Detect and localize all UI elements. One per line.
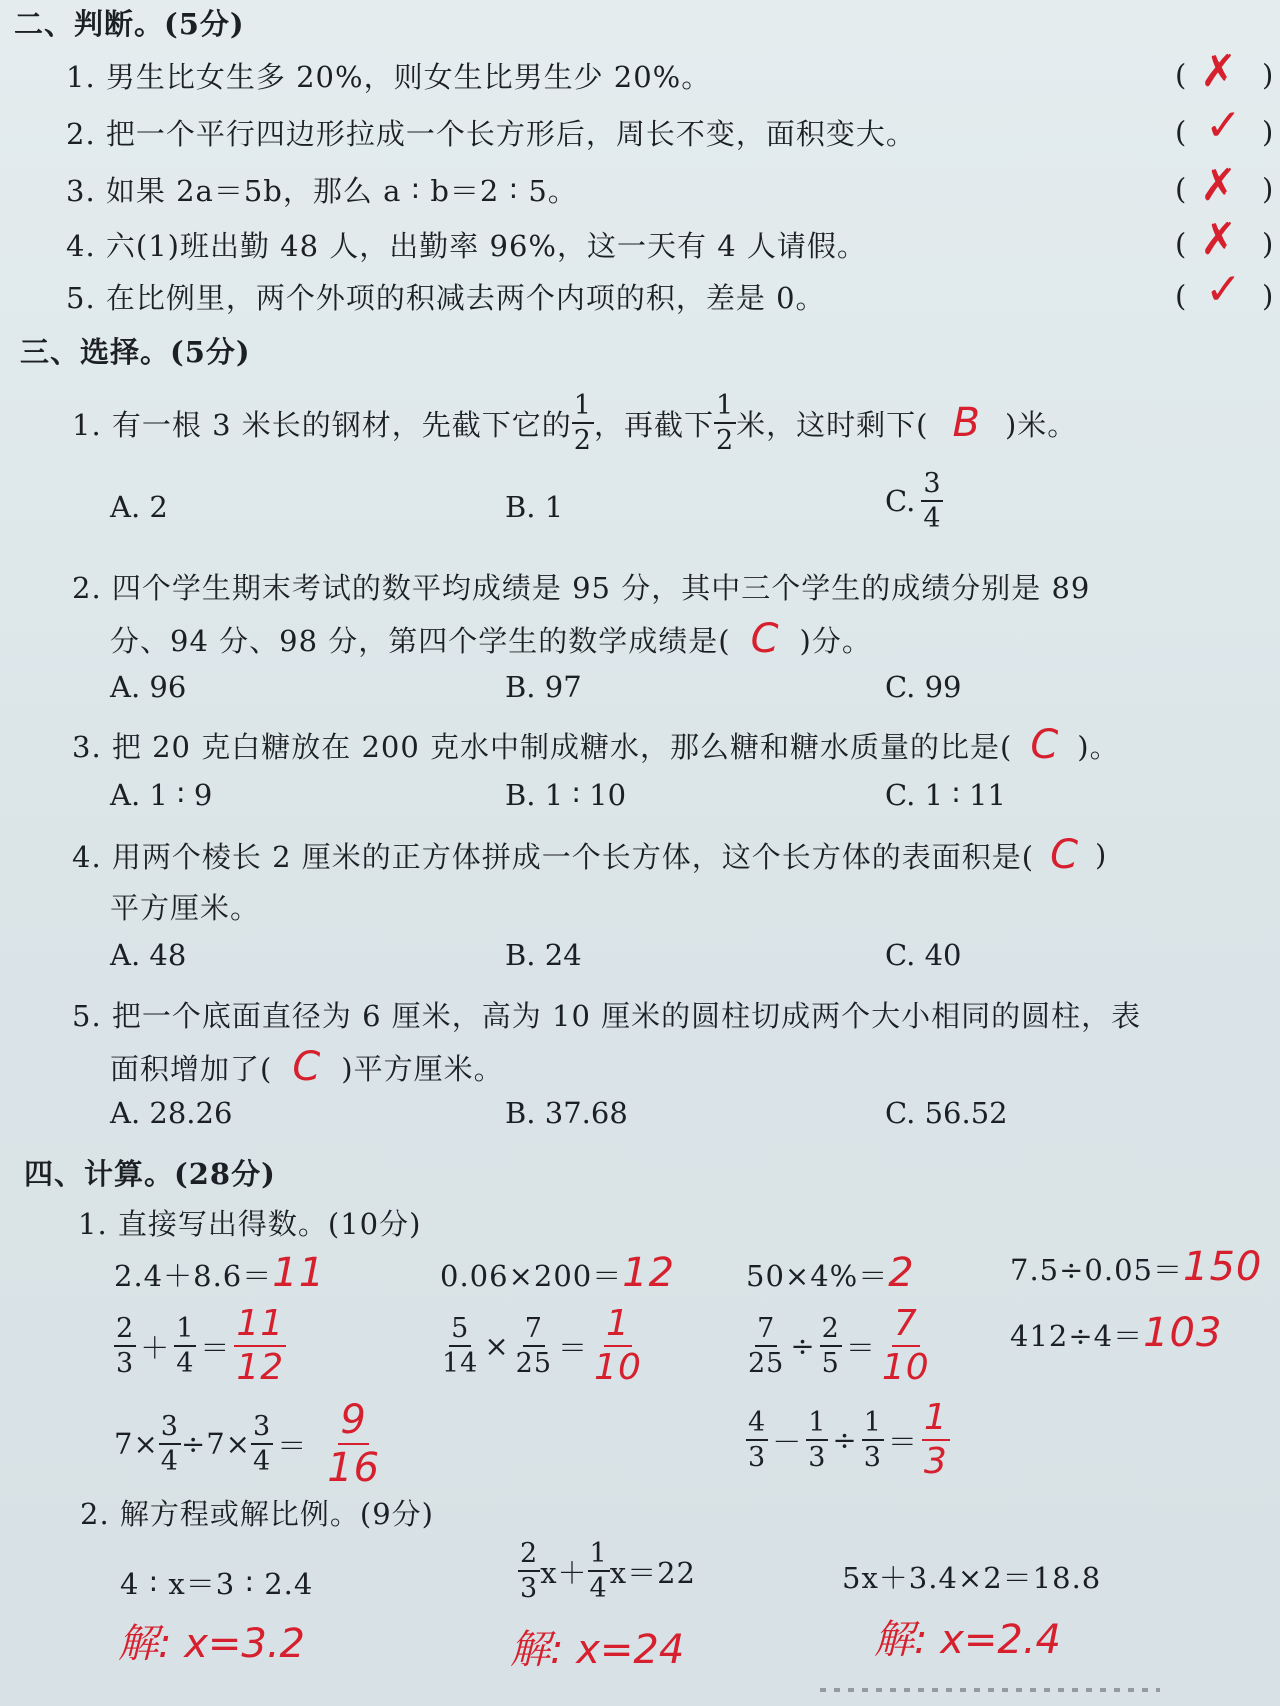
frac-den: 3 <box>116 1348 135 1379</box>
fraction <box>440 1315 480 1377</box>
paren-close: ) <box>1262 58 1274 92</box>
choice-q5-line1: 5. 把一个底面直径为 6 厘米，高为 10 厘米的圆柱切成两个大小相同的圆柱，表 <box>72 999 1142 1033</box>
fraction <box>588 1540 610 1602</box>
q4-option-a: A. 48 <box>110 938 187 972</box>
q4-answer: C <box>1050 832 1080 878</box>
q1-option-c <box>885 470 943 532</box>
judge-item-1: 1. 男生比女生多 20%，则女生比男生少 20%。 <box>66 60 712 94</box>
q1-option-c-fraction <box>921 470 942 532</box>
choice-q3 <box>72 722 1120 768</box>
calc-sub2-title: 2. 解方程或解比例。(9分) <box>80 1497 434 1531</box>
equation-3: 5x＋3.4×2＝18.8 <box>842 1561 1102 1595</box>
judge-mark-4: ✗ <box>1200 214 1237 265</box>
frac-num: 2 <box>820 1315 842 1347</box>
q5-option-b: B. 37.68 <box>505 1096 628 1130</box>
frac-num: 1 <box>588 1540 610 1572</box>
q1-option-c-label: C. <box>885 484 916 518</box>
equals: ＝ <box>558 1330 589 1365</box>
calc-r2-e3 <box>746 1303 932 1388</box>
frac-den: 2 <box>573 425 592 456</box>
fraction <box>806 1409 828 1471</box>
frac-num: 1 <box>572 392 594 424</box>
fraction <box>159 1413 181 1475</box>
q1-fraction-2 <box>714 392 736 454</box>
expr-part: ÷7× <box>180 1427 251 1461</box>
frac-num: 7 <box>892 1306 920 1347</box>
answer: 103 <box>1143 1310 1223 1356</box>
frac-num: 1 <box>806 1409 828 1441</box>
calc-sub1-title: 1. 直接写出得数。(10分) <box>78 1207 422 1241</box>
fraction <box>514 1315 554 1377</box>
fraction <box>174 1315 196 1377</box>
frac-den: 25 <box>748 1348 785 1379</box>
fraction <box>862 1409 884 1471</box>
solution-3: 解: x=2.4 <box>874 1617 1061 1663</box>
fraction <box>820 1315 842 1377</box>
expr: 2.4＋8.6＝ <box>114 1259 273 1293</box>
frac-num: 2 <box>114 1315 136 1347</box>
equals: ＝ <box>200 1330 231 1365</box>
frac-num: 5 <box>449 1315 471 1347</box>
paren-open: ( <box>1175 172 1187 206</box>
frac-den: 2 <box>715 425 735 456</box>
q5-post: )平方厘米。 <box>341 1051 504 1086</box>
solution-2: 解: x=24 <box>510 1627 685 1673</box>
judge-item-4: 4. 六(1)班出勤 48 人，出勤率 96%，这一天有 4 人请假。 <box>66 229 867 263</box>
answer-fraction <box>234 1303 286 1388</box>
fraction <box>518 1540 540 1602</box>
frac-num: 1 <box>174 1315 196 1347</box>
q5-option-c: C. 56.52 <box>885 1096 1008 1130</box>
answer-fraction <box>325 1397 382 1491</box>
answer: 11 <box>272 1250 326 1296</box>
frac-num: 2 <box>518 1540 540 1572</box>
frac-den: 12 <box>236 1347 285 1388</box>
judge-mark-1: ✗ <box>1200 46 1237 97</box>
frac-den: 4 <box>160 1446 179 1477</box>
paren-open: ( <box>1175 227 1187 261</box>
section-judge-title: 二、判断。(5分) <box>14 7 245 41</box>
calc-r1-e2 <box>440 1250 675 1296</box>
q1-option-b: B. 1 <box>505 490 564 524</box>
q2-pre: 分、94 分、98 分，第四个学生的数学成绩是( <box>110 623 731 658</box>
frac-den: 3 <box>808 1442 827 1473</box>
judge-mark-5: ✓ <box>1205 264 1242 315</box>
judge-item-5: 5. 在比例里，两个外项的积减去两个内项的积，差是 0。 <box>66 281 826 315</box>
operator: － <box>772 1424 803 1459</box>
q1-pre: 1. 有一根 3 米长的钢材，先截下它的 <box>72 407 572 442</box>
q1-fraction-1 <box>572 392 594 454</box>
paren-close: ) <box>1262 279 1274 313</box>
q3-option-b: B. 1 ∶ 10 <box>505 778 627 812</box>
choice-q4-line2: 平方厘米。 <box>110 891 261 925</box>
answer: 2 <box>888 1250 915 1296</box>
fraction <box>746 1315 786 1377</box>
frac-den: 25 <box>515 1348 553 1379</box>
calc-r2-e2 <box>440 1303 644 1388</box>
paren-close: ) <box>1262 172 1274 206</box>
calc-r1-e4 <box>1010 1244 1262 1290</box>
choice-q1 <box>72 392 1077 454</box>
expr: 0.06×200＝ <box>440 1259 623 1293</box>
judge-item-3: 3. 如果 2a＝5b，那么 a ∶ b＝2 ∶ 5。 <box>66 174 578 208</box>
frac-den: 10 <box>594 1347 642 1388</box>
operator: ÷ <box>790 1329 816 1363</box>
fraction <box>251 1413 273 1475</box>
frac-den: 4 <box>923 503 941 534</box>
frac-num: 1 <box>862 1409 884 1441</box>
paren-close: ) <box>1262 227 1274 261</box>
fraction <box>114 1315 136 1377</box>
choice-q2-line2 <box>110 616 872 662</box>
expr-part: x＋ <box>540 1555 588 1590</box>
frac-den: 10 <box>881 1347 930 1388</box>
paren-open: ( <box>1175 115 1187 149</box>
q3-answer: C <box>1030 722 1060 768</box>
choice-q2-line1: 2. 四个学生期末考试的数平均成绩是 95 分，其中三个学生的成绩分别是 89 <box>72 571 1091 605</box>
frac-den: 4 <box>253 1446 272 1477</box>
q4-post: ) <box>1095 838 1108 872</box>
frac-num: 1 <box>714 392 736 424</box>
frac-num: 3 <box>159 1413 181 1445</box>
q1-option-a: A. 2 <box>110 490 168 524</box>
frac-den: 3 <box>520 1573 539 1604</box>
q1-mid: ，再截下 <box>593 407 714 442</box>
operator: ＋ <box>140 1330 171 1365</box>
judge-mark-2: ✓ <box>1205 100 1242 151</box>
equals: ＝ <box>845 1330 876 1365</box>
q3-pre: 3. 把 20 克白糖放在 200 克水中制成糖水，那么糖和糖水质量的比是( <box>72 729 1013 764</box>
answer-fraction <box>922 1397 950 1482</box>
equals: ＝ <box>887 1424 918 1459</box>
q1-answer: B <box>952 400 981 446</box>
paren-open: ( <box>1175 58 1187 92</box>
scan-artifact <box>820 1688 1160 1692</box>
section-calc-title: 四、计算。(28分) <box>24 1157 276 1191</box>
calc-r3-e1 <box>114 1397 382 1491</box>
operator: ÷ <box>832 1423 858 1457</box>
frac-num: 3 <box>921 470 942 502</box>
q1-post: 米，这时剩下( <box>736 407 929 442</box>
frac-den: 3 <box>748 1442 767 1473</box>
expr-part: x＝22 <box>609 1555 696 1590</box>
q2-option-a: A. 96 <box>110 670 187 704</box>
answer: 12 <box>622 1250 676 1296</box>
section-choice-title: 三、选择。(5分) <box>20 335 251 369</box>
calc-r1-e1 <box>114 1250 325 1296</box>
solution-1: 解: x=3.2 <box>118 1621 305 1667</box>
choice-q5-line2 <box>110 1044 504 1090</box>
q4-pre: 4. 用两个棱长 2 厘米的正方体拼成一个长方体，这个长方体的表面积是( <box>72 839 1035 874</box>
q2-option-b: B. 97 <box>505 670 582 704</box>
fraction <box>746 1409 768 1471</box>
q1-end: )米。 <box>1004 407 1078 442</box>
equation-1: 4 ∶ x＝3 ∶ 2.4 <box>120 1567 314 1601</box>
choice-q4 <box>72 832 1107 878</box>
calc-r1-e3 <box>746 1250 915 1296</box>
expr: 7.5÷0.05＝ <box>1010 1253 1183 1287</box>
expr: 412÷4＝ <box>1010 1319 1144 1353</box>
equals: ＝ <box>277 1428 308 1463</box>
q3-option-a: A. 1 ∶ 9 <box>110 778 213 812</box>
paren-open: ( <box>1175 279 1187 313</box>
expr: 50×4%＝ <box>746 1259 889 1293</box>
frac-den: 3 <box>923 1441 948 1482</box>
frac-den: 3 <box>863 1442 882 1473</box>
frac-num: 7 <box>755 1315 777 1347</box>
q2-post: )分。 <box>799 623 872 658</box>
expr-part: 7× <box>114 1427 159 1461</box>
frac-den: 4 <box>176 1348 195 1379</box>
q4-option-c: C. 40 <box>885 938 962 972</box>
calc-r2-e1 <box>114 1303 286 1388</box>
frac-num: 1 <box>604 1306 632 1347</box>
frac-den: 14 <box>442 1348 479 1379</box>
operator: × <box>484 1329 510 1363</box>
q5-pre: 面积增加了( <box>110 1051 273 1086</box>
q3-post: )。 <box>1077 729 1120 764</box>
judge-item-2: 2. 把一个平行四边形拉成一个长方形后，周长不变，面积变大。 <box>66 117 916 151</box>
paren-close: ) <box>1262 115 1274 149</box>
q3-option-c: C. 1 ∶ 11 <box>885 778 1006 812</box>
frac-num: 4 <box>746 1409 768 1441</box>
q2-option-c: C. 99 <box>885 670 962 704</box>
q2-answer: C <box>750 616 780 662</box>
calc-r2-e4 <box>1010 1310 1222 1356</box>
answer-fraction <box>880 1303 932 1388</box>
answer-fraction <box>592 1303 644 1388</box>
frac-den: 5 <box>821 1348 840 1379</box>
frac-num: 1 <box>922 1400 950 1441</box>
frac-den: 16 <box>327 1445 381 1491</box>
frac-num: 7 <box>523 1315 545 1347</box>
calc-r3-e2 <box>746 1397 950 1482</box>
judge-mark-3: ✗ <box>1200 160 1237 211</box>
frac-den: 4 <box>589 1573 608 1604</box>
answer: 150 <box>1183 1244 1263 1290</box>
q4-option-b: B. 24 <box>505 938 582 972</box>
q5-option-a: A. 28.26 <box>110 1096 233 1130</box>
frac-num: 3 <box>251 1413 273 1445</box>
frac-num: 9 <box>340 1397 367 1443</box>
q5-answer: C <box>292 1044 322 1090</box>
frac-num: 11 <box>234 1306 286 1347</box>
equation-2 <box>518 1540 696 1602</box>
